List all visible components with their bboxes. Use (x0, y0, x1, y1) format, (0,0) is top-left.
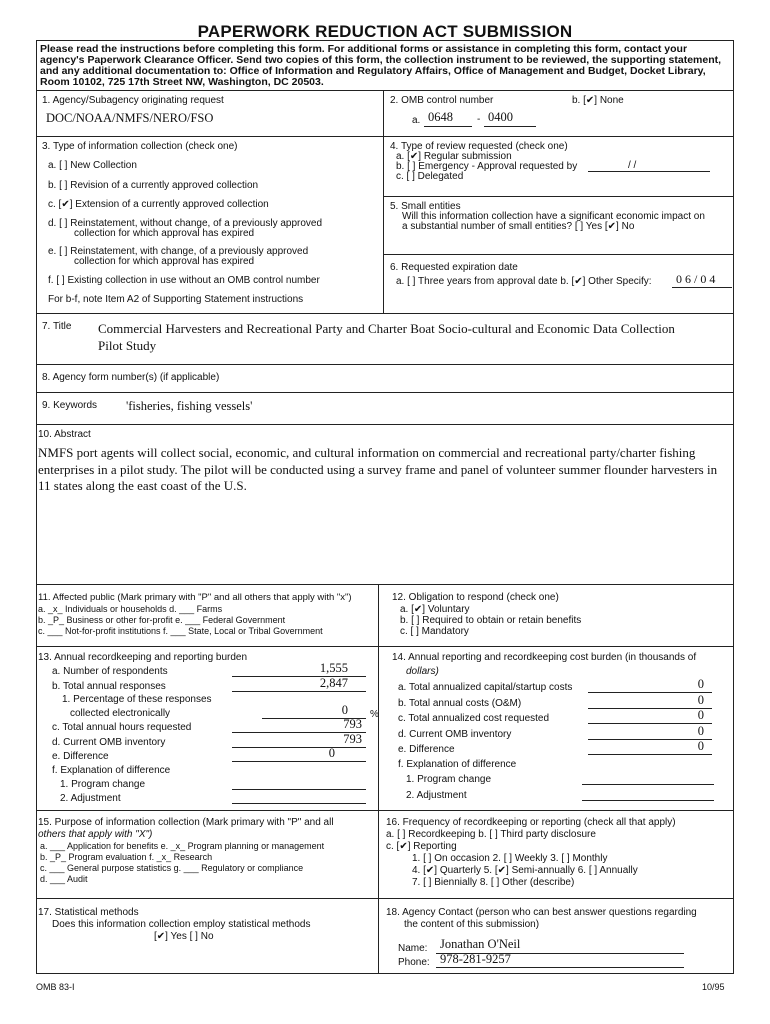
s13-b1-a: 1. Percentage of these responses (62, 694, 212, 705)
rule-after-s13 (36, 810, 734, 811)
form-title: PAPERWORK REDUCTION ACT SUBMISSION (197, 22, 573, 41)
keywords-value: 'fisheries, fishing vessels' (126, 399, 253, 413)
rule-after-s7 (36, 364, 734, 365)
s2-none: b. [✔] None (572, 95, 624, 106)
omb-control-dash: - (477, 114, 481, 125)
s6-options: a. [ ] Three years from approval date b. [✔] Other Specify: (396, 276, 652, 287)
s4-option-b: b. [ ] Emergency - Approval requested by (396, 161, 578, 172)
omb-part2-line (484, 126, 536, 127)
s17-label: 17. Statistical methods (38, 907, 139, 918)
s3-option-d2: collection for which approval has expired (74, 228, 255, 239)
s13-b1-b: collected electronically (70, 708, 171, 719)
s5-question-2: a substantial number of small entities? [ ] Yes [✔] No (402, 221, 635, 232)
s2-label: 2. OMB control number (390, 95, 494, 106)
rule-after-s2 (383, 136, 734, 137)
contact-phone-label: Phone: (398, 957, 430, 968)
s13-f1-line (232, 789, 366, 790)
divider-bottom (378, 584, 379, 974)
s14-label: 14. Annual reporting and recordkeeping cost burden (in thousands of (392, 652, 697, 663)
omb-part1-line (424, 126, 472, 127)
s3-option-a: a. [ ] New Collection (48, 160, 137, 171)
s11-row-1: a. _x_ Individuals or households d. ___ Farms (38, 604, 223, 614)
rule-after-s9 (36, 424, 734, 425)
s13-f2: 2. Adjustment (60, 793, 121, 804)
respondents-value: 1,555 (319, 661, 348, 675)
s12-option-a: a. [✔] Voluntary (400, 604, 470, 615)
s11-label: 11. Affected public (Mark primary with "P" and all others that apply with "x") (38, 592, 352, 603)
s8-label: 8. Agency form number(s) (if applicable) (42, 372, 220, 383)
s13-f1: 1. Program change (60, 779, 146, 790)
s13-f: f. Explanation of difference (52, 765, 171, 776)
s14-f2: 2. Adjustment (406, 790, 467, 801)
s16-label: 16. Frequency of recordkeeping or reporting (check all that apply) (386, 817, 676, 828)
s11-row-2: b. _P_ Business or other for-profit e. ___ Federal Government (38, 615, 286, 625)
s13-pct: % (370, 709, 379, 720)
s16-c: c. [✔] Reporting (386, 841, 457, 852)
s17-answer: [✔] Yes [ ] No (154, 931, 214, 942)
agency-value: DOC/NOAA/NMFS/NERO/FSO (46, 111, 214, 125)
s12-label: 12. Obligation to respond (check one) (392, 592, 559, 603)
s14-f: f. Explanation of difference (398, 759, 517, 770)
s5-question-1: Will this information collection have a significant economic impact on (402, 211, 705, 222)
responses-value: 2,847 (319, 676, 348, 690)
s15-row-1: a. ___ Application for benefits e. _x_ Program planning or management (40, 841, 325, 851)
s14-e-line (588, 754, 712, 755)
s2-prefix: a. (412, 115, 421, 126)
s4-option-a: a. [✔] Regular submission (396, 151, 512, 162)
s3-note: For b-f, note Item A2 of Supporting Statement instructions (48, 294, 304, 305)
s12-option-b: b. [ ] Required to obtain or retain benefits (400, 615, 582, 626)
s14-e: e. Difference (398, 744, 455, 755)
s13-c: c. Total annual hours requested (52, 722, 192, 733)
omb-control-part2: 0400 (488, 110, 513, 124)
abstract-value: NMFS port agents will collect social, economic, and cultural information on commercial and recreational party/charter fishing enterprises in a pilot study. The pilot will be conducted using a survey frame and panel of volunteer summer flounder harvesters in 11 states along the east coast of the U.S. (38, 445, 718, 493)
s15-label-2: others that apply with "X") (38, 829, 153, 840)
s13-label: 13. Annual recordkeeping and reporting burden (38, 652, 248, 663)
s13-b: b. Total annual responses (52, 681, 166, 692)
contact-phone-line (436, 967, 684, 968)
title-value: Commercial Harvesters and Recreational Party and Charter Boat Socio-cultural and Economic Data Collection Pilot Study (98, 321, 675, 353)
contact-phone-value: 978-281-9257 (440, 952, 511, 966)
hours-value: 793 (343, 717, 362, 731)
s3-option-e2: collection for which approval has expired (74, 256, 255, 267)
s13-b-line (232, 691, 366, 692)
s4-date-slashes: / / (628, 160, 637, 171)
s14-f1: 1. Program change (406, 774, 492, 785)
s12-option-c: c. [ ] Mandatory (400, 626, 469, 637)
cost-requested-value: 0 (697, 708, 704, 722)
s4-date-line (588, 171, 710, 172)
difference-value: 0 (328, 746, 335, 760)
s14-c: c. Total annualized cost requested (398, 713, 550, 724)
s16-row-3: 7. [ ] Biennially 8. [ ] Other (describe) (412, 877, 575, 888)
s15-row-4: d. ___ Audit (40, 874, 88, 884)
s3-option-e1: e. [ ] Reinstatement, with change, of a previously approved (48, 246, 309, 257)
s14-b: b. Total annual costs (O&M) (398, 698, 522, 709)
s18-label: 18. Agency Contact (person who can best answer questions regarding (386, 907, 697, 918)
cost-difference-value: 0 (697, 739, 704, 753)
s14-a: a. Total annualized capital/startup costs (398, 682, 573, 693)
s14-f1-line (582, 784, 714, 785)
s3-option-c: c. [✔] Extension of a currently approved collection (48, 199, 269, 210)
s7-label: 7. Title (42, 321, 72, 332)
s14-d: d. Current OMB inventory (398, 729, 512, 740)
s14-label-2: dollars) (406, 666, 439, 677)
electronic-pct-value: 0 (341, 703, 348, 717)
s13-e-line (232, 761, 366, 762)
s15-row-3: c. ___ General purpose statistics g. ___ Regulatory or compliance (40, 863, 304, 873)
s16-a: a. [ ] Recordkeeping b. [ ] Third party disclosure (386, 829, 596, 840)
s1-label: 1. Agency/Subagency originating request (42, 95, 224, 106)
s13-a: a. Number of respondents (52, 666, 168, 677)
rule-after-s1 (36, 136, 383, 137)
s18-label-2: the content of this submission) (404, 919, 540, 930)
s17-question: Does this information collection employ statistical methods (52, 919, 311, 930)
s16-row-1: 1. [ ] On occasion 2. [ ] Weekly 3. [ ] Monthly (412, 853, 608, 864)
cost-inventory-value: 0 (697, 724, 704, 738)
divider-top (383, 90, 384, 313)
s16-row-2: 4. [✔] Quarterly 5. [✔] Semi-annually 6. [ ] Annually (412, 865, 638, 876)
s15-label: 15. Purpose of information collection (Mark primary with "P" and all (38, 817, 334, 828)
rule-after-s11 (36, 646, 734, 647)
rule-after-s5 (383, 254, 734, 255)
s13-d: d. Current OMB inventory (52, 737, 166, 748)
rule-after-s3 (36, 313, 734, 314)
s13-f2-line (232, 803, 366, 804)
s3-option-f: f. [ ] Existing collection in use without an OMB control number (48, 275, 320, 286)
s11-row-3: c. ___ Not-for-profit institutions f. ___ State, Local or Tribal Government (38, 626, 323, 636)
s10-label: 10. Abstract (38, 429, 91, 440)
omb-control-part1: 0648 (428, 110, 453, 124)
s5-label: 5. Small entities (390, 201, 461, 212)
form-number: OMB 83-I (36, 982, 75, 992)
om-costs-value: 0 (697, 693, 704, 707)
s9-label: 9. Keywords (42, 400, 98, 411)
s6-label: 6. Requested expiration date (390, 262, 518, 273)
s13-e: e. Difference (52, 751, 109, 762)
capital-costs-value: 0 (697, 677, 704, 691)
rule-after-instructions (36, 90, 734, 91)
s4-label: 4. Type of review requested (check one) (390, 141, 568, 152)
s15-row-2: b. _P_ Program evaluation f. _x_ Research (40, 852, 213, 862)
s14-f2-line (582, 800, 714, 801)
s6-specify-line (672, 287, 732, 288)
s3-label: 3. Type of information collection (check one) (42, 141, 238, 152)
form-date: 10/95 (702, 982, 725, 992)
s3-option-d1: d. [ ] Reinstatement, without change, of a previously approved (48, 218, 323, 229)
s4-option-c: c. [ ] Delegated (396, 171, 464, 182)
contact-name-value: Jonathan O'Neil (440, 937, 521, 951)
contact-name-label: Name: (398, 943, 428, 954)
instructions: Please read the instructions before completing this form. For additional forms or assistance in completing this form, contact your agency's Paperwork Clearance Officer. Send two copies of this form, the collection instrument to be reviewed, the supporting statement, and any additional documentation to: Office of Information and Regulatory Affairs, Office of Management and Budget, Docket Library, Room 10102, 725 17th Street NW, Washington, DC 20503. (40, 43, 722, 88)
rule-after-s10 (36, 584, 734, 585)
rule-after-s8 (36, 392, 734, 393)
rule-after-s4 (383, 196, 734, 197)
omb-inventory-value: 793 (343, 732, 362, 746)
s6-expiration-value: 0 6 / 0 4 (676, 272, 716, 286)
s3-option-b: b. [ ] Revision of a currently approved collection (48, 180, 259, 191)
rule-after-s15 (36, 898, 734, 899)
